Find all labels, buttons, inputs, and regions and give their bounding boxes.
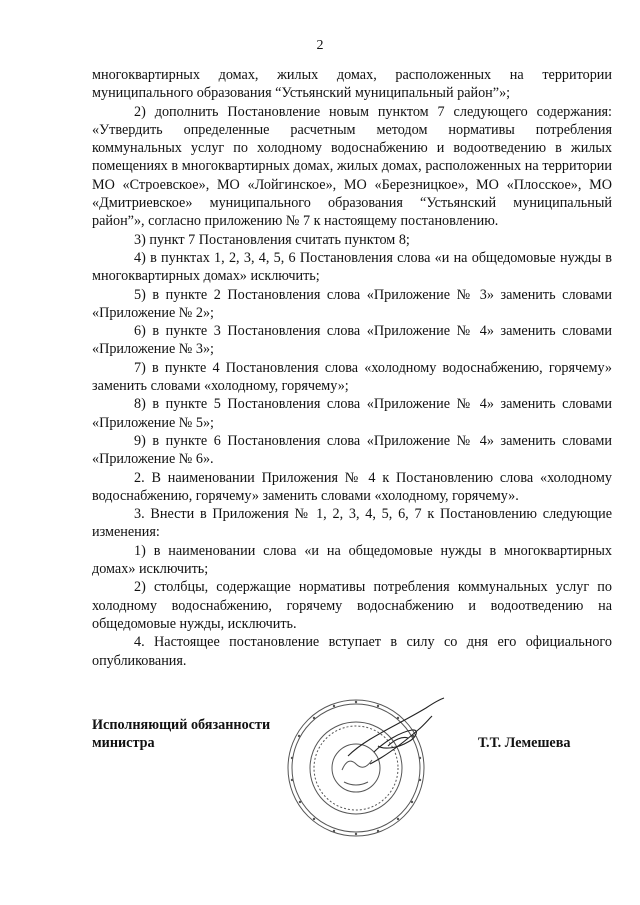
document-body bbox=[92, 66, 612, 670]
paragraph-item-2: 2) дополнить Постановление новым пунктом 7 следующего содержания: «Утвердить определенные расчетным методом нормативы потребления коммунальных услуг по холодному водоснабжению и водоотведению в жилых помещениях в многоквартирных домах, жилых домах, расположенных на территории МО «Строевское», МО «Лойгинское», МО «Березницкое», МО «Плосское», МО «Дмитриевское» муниципального образования “Устьянский муниципальный район”», согласно приложению № 7 к настоящему постановлению. bbox=[92, 103, 612, 230]
paragraph-section-3-item-1: 1) в наименовании слова «и на общедомовые нужды в многоквартирных домах» исключить; bbox=[92, 542, 612, 578]
paragraph-item-9: 9) в пункте 6 Постановления слова «Приложение № 4» заменить словами «Приложение № 6». bbox=[92, 432, 612, 468]
paragraph-item-8: 8) в пункте 5 Постановления слова «Приложение № 4» заменить словами «Приложение № 5»; bbox=[92, 396, 612, 431]
paragraph-section-3-item-2: 2) столбцы, содержащие нормативы потребления коммунальных услуг по холодному водоснабжению, горячему водоснабжению и водоотведению на общедомовые нужды, исключить. bbox=[92, 579, 612, 632]
paragraph-item-5: 5) в пункте 2 Постановления слова «Приложение № 3» заменить словами «Приложение № 2»; bbox=[92, 286, 612, 321]
paragraph-item-3: 3) пункт 7 Постановления считать пунктом 8; bbox=[134, 231, 410, 248]
paragraph-continuation: многоквартирных домах, жилых домах, расположенных на территории муниципального образования “Устьянский муниципальный район”»; bbox=[92, 67, 612, 102]
paragraph-section-4: 4. Настоящее постановление вступает в силу со дня его официального опубликования. bbox=[92, 634, 612, 669]
official-seal-with-signature bbox=[278, 686, 458, 846]
signatory-role: Исполняющий обязанности министра bbox=[92, 717, 271, 751]
paragraph-item-7: 7) в пункте 4 Постановления слова «холодному водоснабжению, горячему» заменить словами «холодному, горячему»; bbox=[92, 359, 612, 395]
paragraph-section-2: 2. В наименовании Приложения № 4 к Постановлению слова «холодному водоснабжению, горячему» заменить словами «холодному, горячему». bbox=[92, 469, 612, 504]
page-number: 2 bbox=[316, 38, 324, 53]
paragraph-section-3: 3. Внести в Приложения № 1, 2, 3, 4, 5, 6, 7 к Постановлению следующие изменения: bbox=[92, 506, 612, 541]
signatory-name: Т.Т. Лемешева bbox=[478, 735, 571, 751]
paragraph-item-4: 4) в пунктах 1, 2, 3, 4, 5, 6 Постановления слова «и на общедомовые нужды в многоквартирных домах» исключить; bbox=[92, 249, 612, 285]
paragraph-item-6: 6) в пункте 3 Постановления слова «Приложение № 4» заменить словами «Приложение № 3»; bbox=[92, 323, 612, 358]
